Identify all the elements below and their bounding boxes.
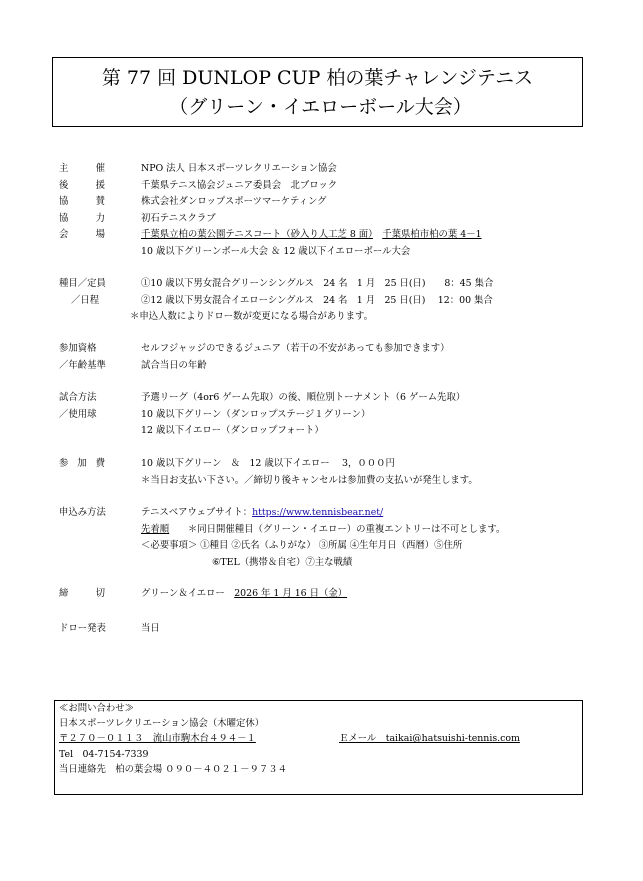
value-age-basis: 試合当日の年齢 [141, 359, 207, 371]
value-format: 予選リーグ（4or6 ゲーム先取）の後、順位別トーナメント（6 ゲーム先取） [141, 392, 466, 403]
contact-heading: ≪お問い合わせ≫ [59, 703, 135, 714]
venue-line-2: 10 歳以下グリーンボール大会 ＆ 12 歳以下イエローボール大会 [141, 245, 411, 257]
value-eligibility: セルフジャッジのできるジュニア（若干の不安があっても参加できます） [141, 343, 450, 354]
value-fee: 10 歳以下グリーン ＆ 12 歳以下イエロー 3，０００円 [141, 458, 395, 469]
contact-tel: Tel 04-7154-7339 [59, 748, 149, 760]
label-support: 後 援 [59, 179, 105, 191]
site-prefix: テニスベアウェブサイト： [141, 507, 253, 518]
title-line-1: 第 77 回 DUNLOP CUP 柏の葉チャレンジテニス [101, 67, 534, 89]
value-deadline [141, 586, 347, 603]
label-deadline: 締 切 [59, 588, 105, 599]
first-come-label: 先着順 [141, 523, 170, 535]
value-venue [141, 227, 482, 244]
value-cooperation: 初石テニスクラブ [141, 212, 216, 224]
value-site [141, 505, 383, 522]
event-note: ＊申込人数によりドロー数が変更になる場合があります。 [130, 311, 374, 323]
ball-green: 10 歳以下グリーン（ダンロップステージ１グリーン） [141, 408, 371, 420]
required-items-1: ＜必要事項＞ ①種目 ②氏名（ふりがな） ③所属 ④生年月日（西暦）⑤住所 [141, 540, 463, 552]
ball-yellow: 12 歳以下イエロー（ダンロップフォート） [141, 425, 324, 437]
contact-email: Ｅメール taikai@hatsuishi-tennis.com [339, 733, 520, 745]
label-fee: 参 加 費 [59, 458, 105, 469]
contact-org: 日本スポーツレクリエーション協会（木曜定休） [59, 718, 265, 730]
label-format: 試合方法 [59, 392, 97, 403]
contact-address: 〒２７０－０１１３ 流山市駒木台４９４－１ [59, 733, 256, 745]
value-draw: 当日 [141, 623, 160, 634]
label-venue: 会 場 [59, 229, 105, 241]
deadline-date: 2026 年 1 月 16 日（金） [234, 588, 348, 599]
label-schedule: ／日程 [71, 294, 100, 306]
value-order [141, 522, 505, 539]
deadline-prefix: グリーン＆イエロー [141, 588, 225, 599]
label-application: 申込み方法 [59, 507, 106, 518]
venue-main: 千葉県立柏の葉公園テニスコート（砂入り人工芝 8 面） [141, 229, 373, 241]
contact-box [54, 700, 583, 795]
label-host: 主 催 [59, 163, 105, 174]
contact-day: 当日連絡先 柏の葉会場 ０９０－４０２１－９７３４ [59, 763, 287, 775]
event-item-1: ①10 歳以下男女混合グリーンシングルス 24 名 1 月 25 日(日) 8：45 集合 [141, 278, 494, 289]
label-sponsor: 協 賛 [59, 196, 105, 208]
value-host: NPO 法人 日本スポーツレクリエーション協会 [141, 163, 337, 174]
order-note: ＊同日開催種目（グリーン・イエロー）の重複エントリーは不可とします。 [187, 523, 506, 535]
label-draw: ドロー発表 [59, 623, 106, 634]
label-cooperation: 協 力 [59, 212, 105, 224]
label-balls: ／使用球 [59, 408, 97, 420]
title-box [52, 57, 583, 127]
value-sponsor: 株式会社ダンロップスポーツマーケティング [141, 196, 327, 208]
value-support: 千葉県テニス協会ジュニア委員会 北ブロック [141, 179, 338, 191]
title-line-2: （グリーン・イエローボール大会） [169, 96, 472, 118]
fee-note: ＊当日お支払い下さい。／締切り後キャンセルは参加費の支払いが発生します。 [141, 474, 478, 486]
required-items-2: ⑥TEL（携帯＆自宅）⑦主な戦績 [212, 556, 353, 568]
event-item-2: ②12 歳以下男女混合イエローシングルス 24 名 1 月 25 日(日) 12：00 集合 [141, 294, 493, 306]
tennisbear-link[interactable]: https://www.tennisbear.net/ [252, 507, 384, 518]
contact-address-row [55, 731, 582, 746]
label-events: 種目／定員 [59, 278, 106, 289]
label-age-basis: ／年齢基準 [59, 359, 106, 371]
label-eligibility: 参加資格 [59, 343, 97, 354]
venue-address: 千葉県柏市柏の葉 4－1 [382, 229, 482, 241]
